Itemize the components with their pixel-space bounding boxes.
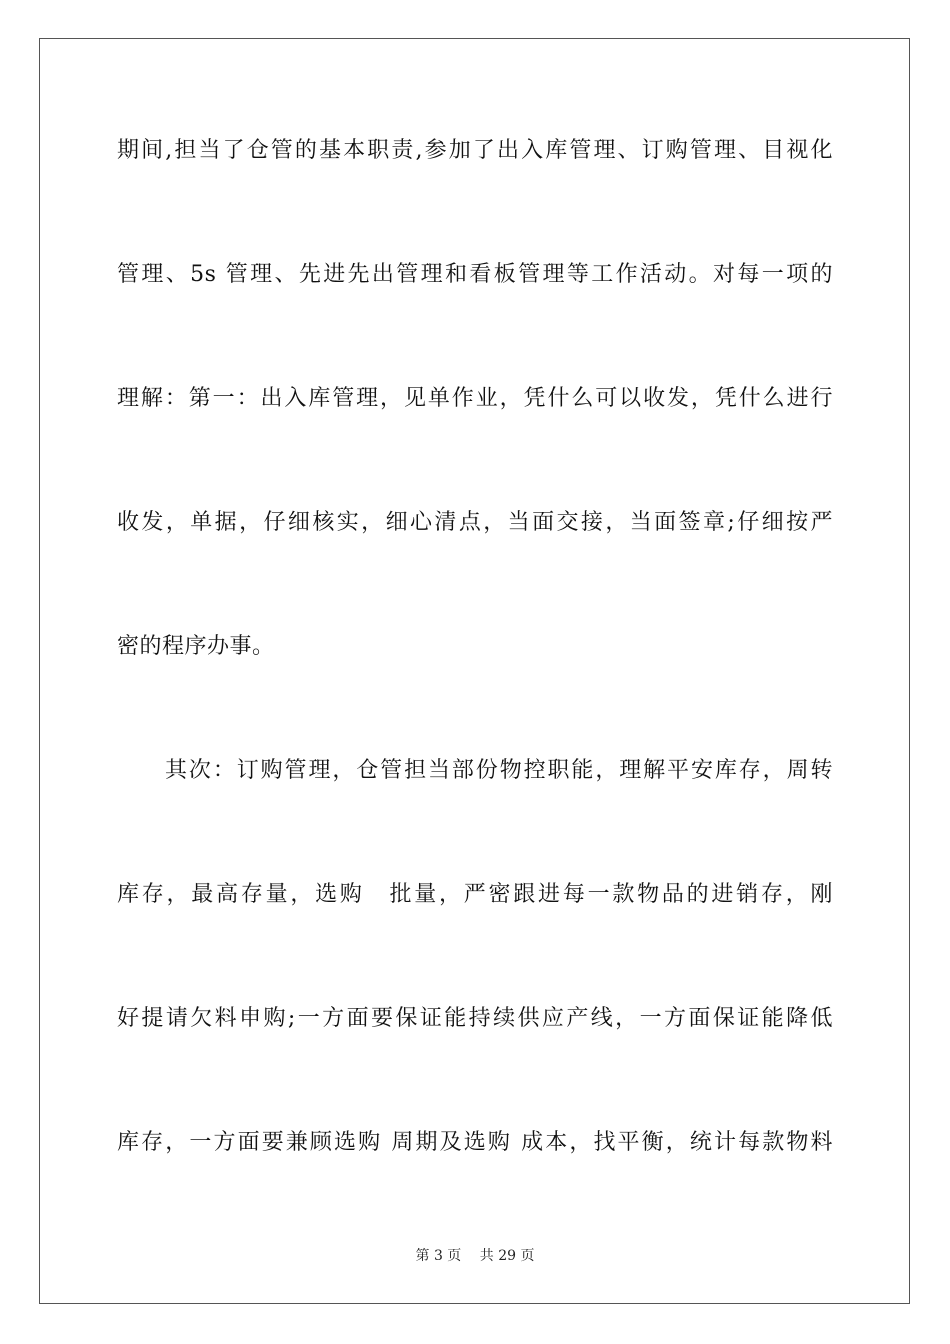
body-text-line: 库存，一方面要兼顾选购 周期及选购 成本，找平衡，统计每款物料 bbox=[117, 1130, 833, 1155]
body-text-line: 理解：第一：出入库管理，见单作业，凭什么可以收发，凭什么进行 bbox=[117, 386, 833, 411]
body-text-line: 期间,担当了仓管的基本职责,参加了出入库管理、订购管理、目视化 bbox=[117, 138, 833, 163]
body-text-line: 密的程序办事。 bbox=[117, 634, 275, 659]
page-border bbox=[39, 38, 910, 1304]
paragraph-first-line: 其次：订购管理，仓管担当部份物控职能，理解平安库存，周转 bbox=[165, 758, 833, 783]
body-text-line: 库存，最高存量，选购 批量，严密跟进每一款物品的进销存，刚 bbox=[117, 882, 833, 907]
page-total: 共 29 页 bbox=[479, 1248, 535, 1264]
body-text-line: 好提请欠料申购;一方面要保证能持续供应产线，一方面保证能降低 bbox=[117, 1006, 833, 1031]
body-text-line: 管理、5s 管理、先进先出管理和看板管理等工作活动。对每一项的 bbox=[117, 262, 833, 287]
page-number: 第 3 页 bbox=[415, 1248, 462, 1264]
body-text-line: 收发，单据，仔细核实，细心清点，当面交接，当面签章;仔细按严 bbox=[117, 510, 833, 535]
page-footer bbox=[0, 1247, 950, 1265]
